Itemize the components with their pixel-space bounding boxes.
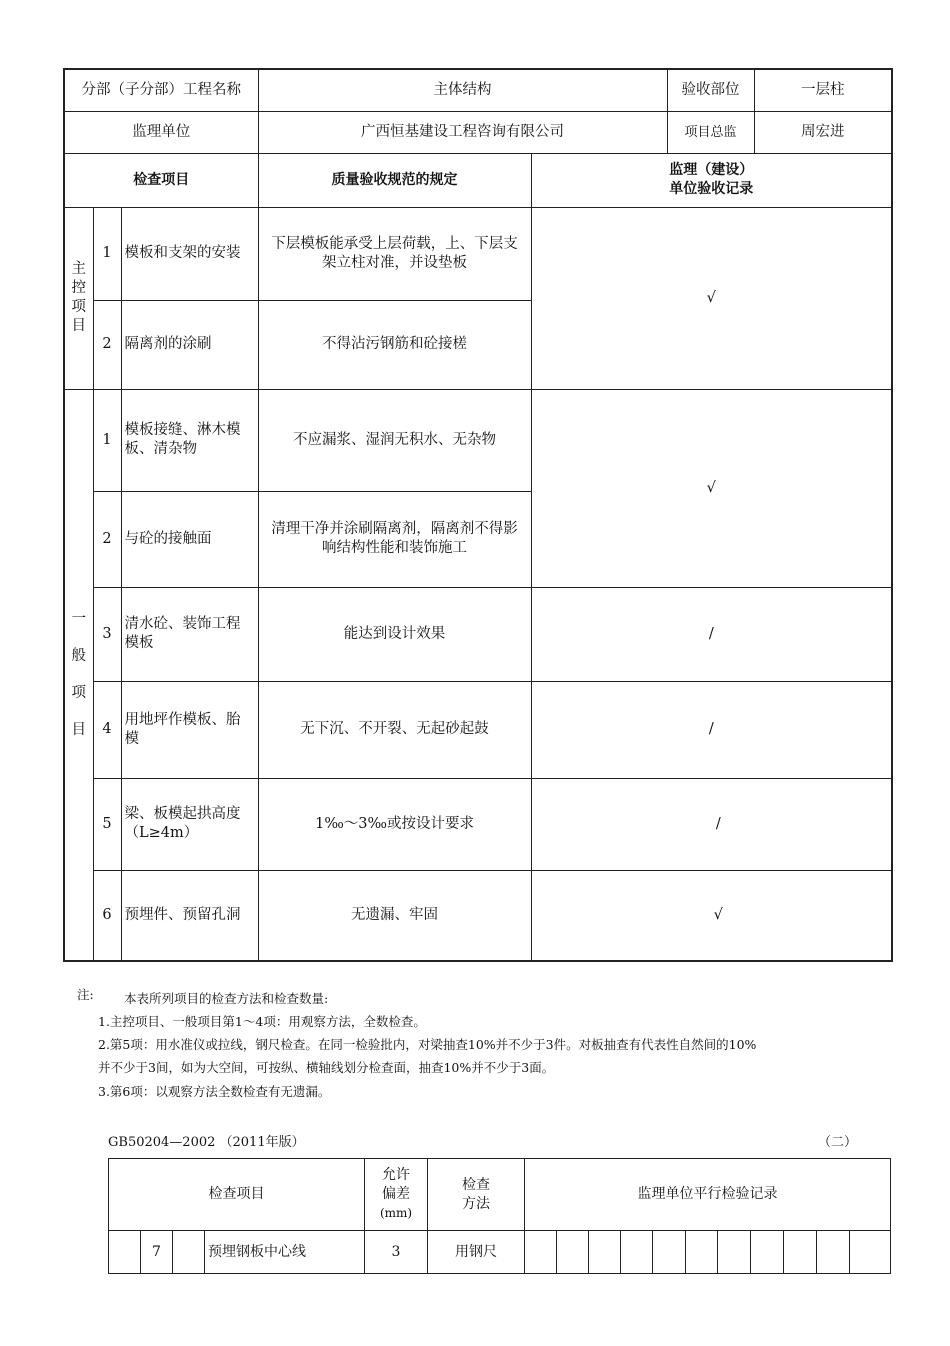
- record-cell: [589, 1231, 621, 1274]
- record-cell: [653, 1231, 686, 1274]
- deviation-row-7: [109, 1231, 891, 1274]
- general-row-4: [64, 681, 892, 778]
- inspection-table: [63, 68, 893, 962]
- record-cell: [850, 1231, 891, 1274]
- record-cell: [621, 1231, 653, 1274]
- column-header-row: [64, 153, 892, 207]
- row-number: 3: [93, 587, 121, 681]
- chief-label: 项目总监: [667, 111, 754, 153]
- notes-line-3: 3.第6项：以观察方法全数检查有无遗漏。: [98, 1084, 331, 1099]
- row-spec: 无下沉、不开裂、无起砂起鼓: [258, 681, 531, 778]
- row-item: 用地坪作模板、胎模: [121, 681, 258, 778]
- record-cell: [557, 1231, 589, 1274]
- row-spec: 清理干净并涂刷隔离剂，隔离剂不得影响结构性能和装饰施工: [258, 491, 531, 587]
- standard-code: GB50204—2002 （2011年版）: [108, 1135, 305, 1150]
- notes-line-2b: 并不少于3间，如为大空间，可按纵、横轴线划分检查面，抽查10%并不少于3面。: [98, 1060, 555, 1075]
- row-spec: 无遗漏、牢固: [258, 870, 531, 961]
- location-label: 验收部位: [667, 69, 754, 111]
- dev-tolerance-header: 允许 偏差 (mm): [365, 1159, 428, 1231]
- row-spec: 不应漏浆、湿润无积水、无杂物: [258, 389, 531, 491]
- row-number: 2: [93, 491, 121, 587]
- supervisor-unit-label: 监理单位: [64, 111, 258, 153]
- row-item: 模板接缝、淋木模板、清杂物: [121, 389, 258, 491]
- main-control-label: 主 控 项 目: [64, 207, 93, 389]
- col-record-header: [531, 153, 892, 207]
- row-spec: 1‰～3‰或按设计要求: [258, 778, 531, 870]
- row-spec: 下层模板能承受上层荷载，上、下层支架立柱对准，并设垫板: [258, 207, 531, 300]
- row-spec: 能达到设计效果: [258, 587, 531, 681]
- dev-item-header: 检查项目: [109, 1159, 365, 1231]
- record-cell: [817, 1231, 850, 1274]
- supervisor-unit-value: 广西恒基建设工程咨询有限公司: [258, 111, 667, 153]
- row-record: /: [531, 587, 892, 681]
- row-item: 隔离剂的涂刷: [121, 300, 258, 389]
- row-record: /: [531, 778, 892, 870]
- col-record-line2: 单位验收记录: [669, 181, 754, 197]
- notes-intro: 本表所列项目的检查方法和检查数量:: [124, 991, 329, 1006]
- dev-blank-cell: [109, 1231, 141, 1274]
- row-item: 预埋件、预留孔洞: [121, 870, 258, 961]
- row-number: 1: [93, 207, 121, 300]
- row-number: 6: [93, 870, 121, 961]
- row-number: 2: [93, 300, 121, 389]
- general-record-1-2: √: [531, 389, 892, 587]
- row-item: 梁、板模起拱高度（L≥4m）: [121, 778, 258, 870]
- record-cell: [525, 1231, 557, 1274]
- row-method: 用钢尺: [428, 1231, 525, 1274]
- row-spec: 不得沾污钢筋和砼接槎: [258, 300, 531, 389]
- header-row-supervisor: [64, 111, 892, 153]
- row-number: 4: [93, 681, 121, 778]
- general-row-6: [64, 870, 892, 961]
- row-number: 5: [93, 778, 121, 870]
- row-tolerance: 3: [365, 1231, 428, 1274]
- record-cell: [784, 1231, 817, 1274]
- row-item: 预埋钢板中心线: [205, 1231, 365, 1274]
- project-name-label: 分部（子分部）工程名称: [64, 69, 258, 111]
- row-item: 与砼的接触面: [121, 491, 258, 587]
- notes-label: 注:: [77, 987, 94, 1002]
- dev-record-header: 监理单位平行检验记录: [525, 1159, 891, 1231]
- col-record-line1: 监理（建设）: [669, 162, 754, 178]
- chief-value: 周宏进: [754, 111, 892, 153]
- dev-method-header: 检查 方法: [428, 1159, 525, 1231]
- notes-line-2a: 2.第5项：用水准仪或拉线，钢尺检查。在同一检验批内，对梁抽查10%并不少于3件。对板抽查有代表性自然间的10%: [98, 1037, 757, 1052]
- row-number: 7: [141, 1231, 173, 1274]
- dev-blank-cell: [173, 1231, 205, 1274]
- deviation-header-row: [109, 1159, 891, 1231]
- general-row-3: [64, 587, 892, 681]
- row-number: 1: [93, 389, 121, 491]
- col-spec-header: 质量验收规范的规定: [258, 153, 531, 207]
- record-cell: [718, 1231, 751, 1274]
- header-row-project: [64, 69, 892, 111]
- col-item-header: 检查项目: [64, 153, 258, 207]
- general-label: 一 般 项 目: [64, 389, 93, 961]
- record-cell: [686, 1231, 718, 1274]
- row-item: 模板和支架的安装: [121, 207, 258, 300]
- row-record: √: [531, 870, 892, 961]
- project-name-value: 主体结构: [258, 69, 667, 111]
- general-row-1: [64, 389, 892, 491]
- main-control-record: √: [531, 207, 892, 389]
- page-mark: （二）: [818, 1135, 858, 1150]
- record-cell: [751, 1231, 784, 1274]
- deviation-table: [108, 1158, 891, 1274]
- main-control-row-1: [64, 207, 892, 300]
- general-row-5: [64, 778, 892, 870]
- location-value: 一层柱: [754, 69, 892, 111]
- notes-line-1: 1.主控项目、一般项目第1～4项：用观察方法，全数检查。: [98, 1014, 426, 1029]
- row-record: /: [531, 681, 892, 778]
- row-item: 清水砼、装饰工程模板: [121, 587, 258, 681]
